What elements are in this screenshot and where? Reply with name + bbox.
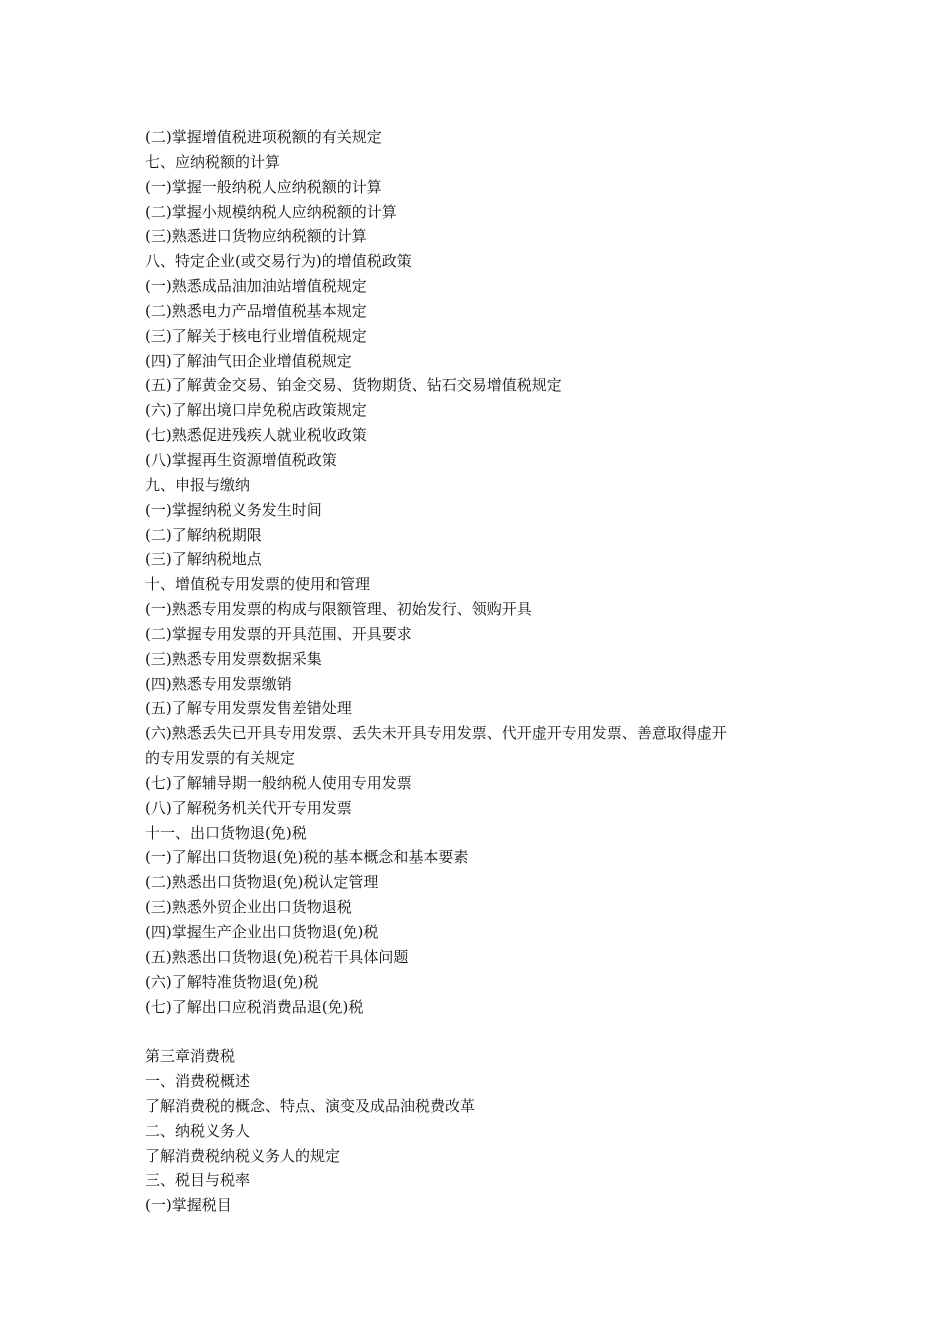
text-line: (一)掌握一般纳税人应纳税额的计算	[145, 177, 382, 196]
text-line: (一)了解出口货物退(免)税的基本概念和基本要素	[145, 848, 469, 867]
section-heading: 十一、出口货物退(免)税	[145, 823, 307, 842]
section-heading: 七、应纳税额的计算	[145, 152, 281, 171]
section-heading: 十、增值税专用发票的使用和管理	[145, 575, 371, 594]
text-line: (三)了解纳税地点	[145, 550, 262, 569]
text-line: (二)掌握增值税进项税额的有关规定	[145, 128, 382, 146]
text-line: 了解消费税纳税义务人的规定	[145, 1146, 341, 1165]
text-line: (五)了解黄金交易、铂金交易、货物期货、钻石交易增值税规定	[145, 376, 562, 395]
blank-line	[145, 1019, 845, 1044]
section-heading: 九、申报与缴纳	[145, 475, 251, 494]
text-line: (六)熟悉丢失已开具专用发票、丢失未开具专用发票、代开虚开专用发票、善意取得虚开	[145, 724, 727, 743]
text-line: (二)熟悉出口货物退(免)税认定管理	[145, 873, 379, 892]
text-line: 的专用发票的有关规定	[145, 749, 296, 768]
section-heading: 八、特定企业(或交易行为)的增值税政策	[145, 252, 412, 271]
text-line: (一)掌握纳税义务发生时间	[145, 500, 322, 519]
chapter-heading: 第三章消费税	[145, 1047, 236, 1066]
text-line: (三)熟悉外贸企业出口货物退税	[145, 898, 352, 917]
text-line: (三)熟悉进口货物应纳税额的计算	[145, 227, 367, 246]
section-heading: 三、税目与税率	[145, 1171, 251, 1190]
section-heading: 二、纳税义务人	[145, 1121, 251, 1140]
text-line: (五)了解专用发票发售差错处理	[145, 699, 352, 718]
text-line: (二)了解纳税期限	[145, 525, 262, 544]
text-line: (八)掌握再生资源增值税政策	[145, 450, 337, 469]
text-line: (六)了解特准货物退(免)税	[145, 972, 319, 991]
text-line: (三)了解关于核电行业增值税规定	[145, 326, 367, 345]
text-line: (二)掌握专用发票的开具范围、开具要求	[145, 624, 412, 643]
text-line: (四)熟悉专用发票缴销	[145, 674, 292, 693]
section-heading: 一、消费税概述	[145, 1072, 251, 1091]
text-line: (八)了解税务机关代开专用发票	[145, 798, 352, 817]
document-body	[145, 125, 845, 1218]
text-line: (七)了解出口应税消费品退(免)税	[145, 997, 364, 1016]
text-line: (一)熟悉专用发票的构成与限额管理、初始发行、领购开具	[145, 600, 532, 619]
text-line: (四)掌握生产企业出口货物退(免)税	[145, 923, 379, 941]
text-line: (三)熟悉专用发票数据采集	[145, 649, 322, 668]
text-line: (一)掌握税目	[145, 1196, 232, 1215]
text-line: (六)了解出境口岸免税店政策规定	[145, 401, 367, 420]
text-line: (二)熟悉电力产品增值税基本规定	[145, 301, 367, 320]
text-line: (二)掌握小规模纳税人应纳税额的计算	[145, 202, 397, 221]
text-line: (五)熟悉出口货物退(免)税若干具体问题	[145, 947, 409, 966]
text-line: 了解消费税的概念、特点、演变及成品油税费改革	[145, 1096, 476, 1115]
text-line: (七)熟悉促进残疾人就业税收政策	[145, 426, 367, 445]
text-line: (七)了解辅导期一般纳税人使用专用发票	[145, 773, 412, 792]
text-line: (四)了解油气田企业增值税规定	[145, 351, 352, 370]
text-line: (一)熟悉成品油加油站增值税规定	[145, 277, 367, 296]
